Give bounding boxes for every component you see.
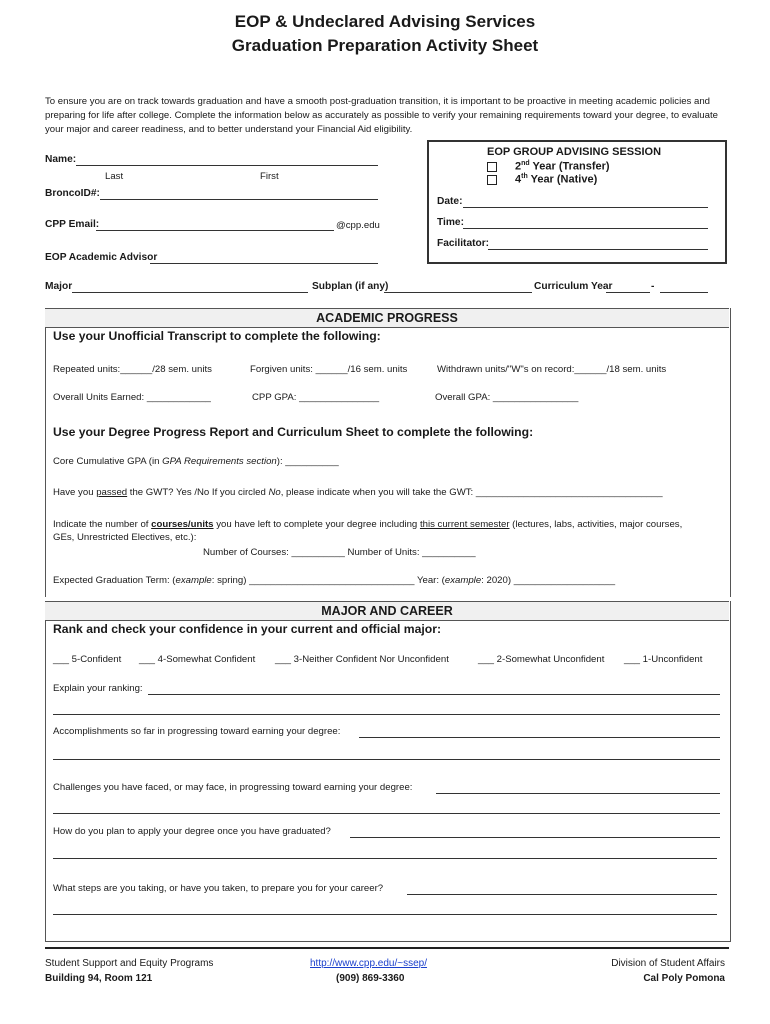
major-career-bar: MAJOR AND CAREER <box>45 601 729 621</box>
core-gpa[interactable]: Core Cumulative GPA (in GPA Requirements section): __________ <box>53 456 339 467</box>
accomplishments-field[interactable] <box>359 737 720 738</box>
session-heading: EOP GROUP ADVISING SESSION <box>487 146 662 158</box>
subplan-field[interactable] <box>384 292 532 293</box>
confidence-option-1[interactable]: ___ 1-Unconfident <box>624 654 703 665</box>
option-native[interactable]: 4th Year (Native) <box>487 173 597 186</box>
cpp-gpa[interactable]: CPP GPA: _______________ <box>252 392 380 403</box>
email-suffix: @cpp.edu <box>336 220 380 231</box>
page-subtitle: Graduation Preparation Activity Sheet <box>231 36 539 55</box>
challenges-label: Challenges you have faced, or may face, in progressing toward earning your degree: <box>53 782 413 793</box>
curriculum-start-field[interactable] <box>606 292 650 293</box>
subplan-label: Subplan (if any) <box>312 281 389 292</box>
career-steps-label: What steps are you taking, or have you taken, to prepare you for your career? <box>53 883 384 894</box>
gwt-question[interactable]: Have you passed the GWT? Yes /No If you circled No, please indicate when you will take the GWT: ___________________________________ <box>53 487 663 498</box>
courses-left-line2: GEs, Unrestricted Electives, etc.): <box>53 532 197 543</box>
footer-department: Student Support and Equity Programs <box>45 958 214 969</box>
overall-gpa[interactable]: Overall GPA: ________________ <box>435 392 579 403</box>
advisor-label: EOP Academic Advisor <box>45 252 158 263</box>
footer-phone: (909) 869-3360 <box>336 973 405 984</box>
accomplishments-field-2[interactable] <box>53 759 720 760</box>
major-label: Major <box>45 281 73 292</box>
date-field[interactable] <box>463 207 708 208</box>
confidence-subheading: Rank and check your confidence in your current and official major: <box>53 622 442 636</box>
overall-units[interactable]: Overall Units Earned: ____________ <box>53 392 211 403</box>
intro-paragraph: To ensure you are on track towards graduation and have a smooth post-graduation transition, it is important to be proactive in meeting academic policies and preparing for life after college. Complete the information below as accurately as possible to verify your remaining requirements toward your degree, to evaluate your major and career readiness, and to better understand your Financial Aid eligibility. <box>45 96 718 135</box>
repeated-units[interactable]: Repeated units:______/28 sem. units <box>53 364 212 375</box>
challenges-field[interactable] <box>436 793 720 794</box>
career-steps-field[interactable] <box>407 894 717 895</box>
footer-division: Division of Student Affairs <box>611 958 725 969</box>
time-label: Time: <box>437 217 464 228</box>
explain-ranking-field-2[interactable] <box>53 714 720 715</box>
confidence-option-3[interactable]: ___ 3-Neither Confident Nor Unconfident <box>275 654 449 665</box>
apply-degree-field[interactable] <box>350 837 720 838</box>
apply-degree-label: How do you plan to apply your degree once you have graduated? <box>53 826 331 837</box>
degree-progress-subheading: Use your Degree Progress Report and Curriculum Sheet to complete the following: <box>53 425 534 439</box>
facilitator-field[interactable] <box>488 249 708 250</box>
footer-website-link[interactable]: http://www.cpp.edu/~ssep/ <box>310 958 428 969</box>
confidence-option-4[interactable]: ___ 4-Somewhat Confident <box>139 654 256 665</box>
facilitator-label: Facilitator: <box>437 238 490 249</box>
checkbox[interactable] <box>487 162 497 172</box>
last-label: Last <box>105 171 124 182</box>
explain-ranking-field[interactable] <box>148 694 720 695</box>
footer-university: Cal Poly Pomona <box>643 973 725 984</box>
name-label: Name: <box>45 154 77 165</box>
academic-progress-bar: ACADEMIC PROGRESS <box>45 308 729 328</box>
apply-degree-field-2[interactable] <box>53 858 717 859</box>
num-courses-units[interactable]: Number of Courses: __________ Number of Units: __________ <box>203 547 476 558</box>
career-steps-field-2[interactable] <box>53 914 717 915</box>
confidence-option-5[interactable]: ___ 5-Confident <box>53 654 122 665</box>
forgiven-units[interactable]: Forgiven units: ______/16 sem. units <box>250 364 408 375</box>
challenges-field-2[interactable] <box>53 813 720 814</box>
email-label: CPP Email: <box>45 219 100 230</box>
transcript-subheading: Use your Unofficial Transcript to complete the following: <box>53 329 381 343</box>
page-title: EOP & Undeclared Advising Services <box>234 12 536 31</box>
withdrawn-units[interactable]: Withdrawn units/"W"s on record:______/18 sem. units <box>437 364 667 375</box>
time-field[interactable] <box>463 228 708 229</box>
broncoid-field[interactable] <box>100 199 378 200</box>
curriculum-end-field[interactable] <box>660 292 708 293</box>
footer-building: Building 94, Room 121 <box>45 973 153 984</box>
curriculum-label: Curriculum Year <box>534 281 613 292</box>
curriculum-dash: - <box>651 281 655 292</box>
footer-divider <box>45 947 729 949</box>
option-transfer[interactable]: 2nd Year (Transfer) <box>487 160 610 173</box>
accomplishments-label: Accomplishments so far in progressing toward earning your degree: <box>53 726 341 737</box>
confidence-option-2[interactable]: ___ 2-Somewhat Unconfident <box>478 654 605 665</box>
major-field[interactable] <box>72 292 308 293</box>
email-field[interactable] <box>96 230 334 231</box>
broncoid-label: BroncoID#: <box>45 188 100 199</box>
courses-left-question: Indicate the number of courses/units you have left to complete your degree including this current semester (lectures, labs, activities, major courses, <box>53 519 683 530</box>
explain-ranking-label: Explain your ranking: <box>53 683 143 694</box>
expected-graduation[interactable]: Expected Graduation Term: (example: spring) _______________________________ Year: (example: 2020) ___________________ <box>53 575 616 586</box>
name-field[interactable] <box>76 165 378 166</box>
advisor-field[interactable] <box>150 263 378 264</box>
first-label: First <box>260 171 279 182</box>
date-label: Date: <box>437 196 463 207</box>
checkbox[interactable] <box>487 175 497 185</box>
